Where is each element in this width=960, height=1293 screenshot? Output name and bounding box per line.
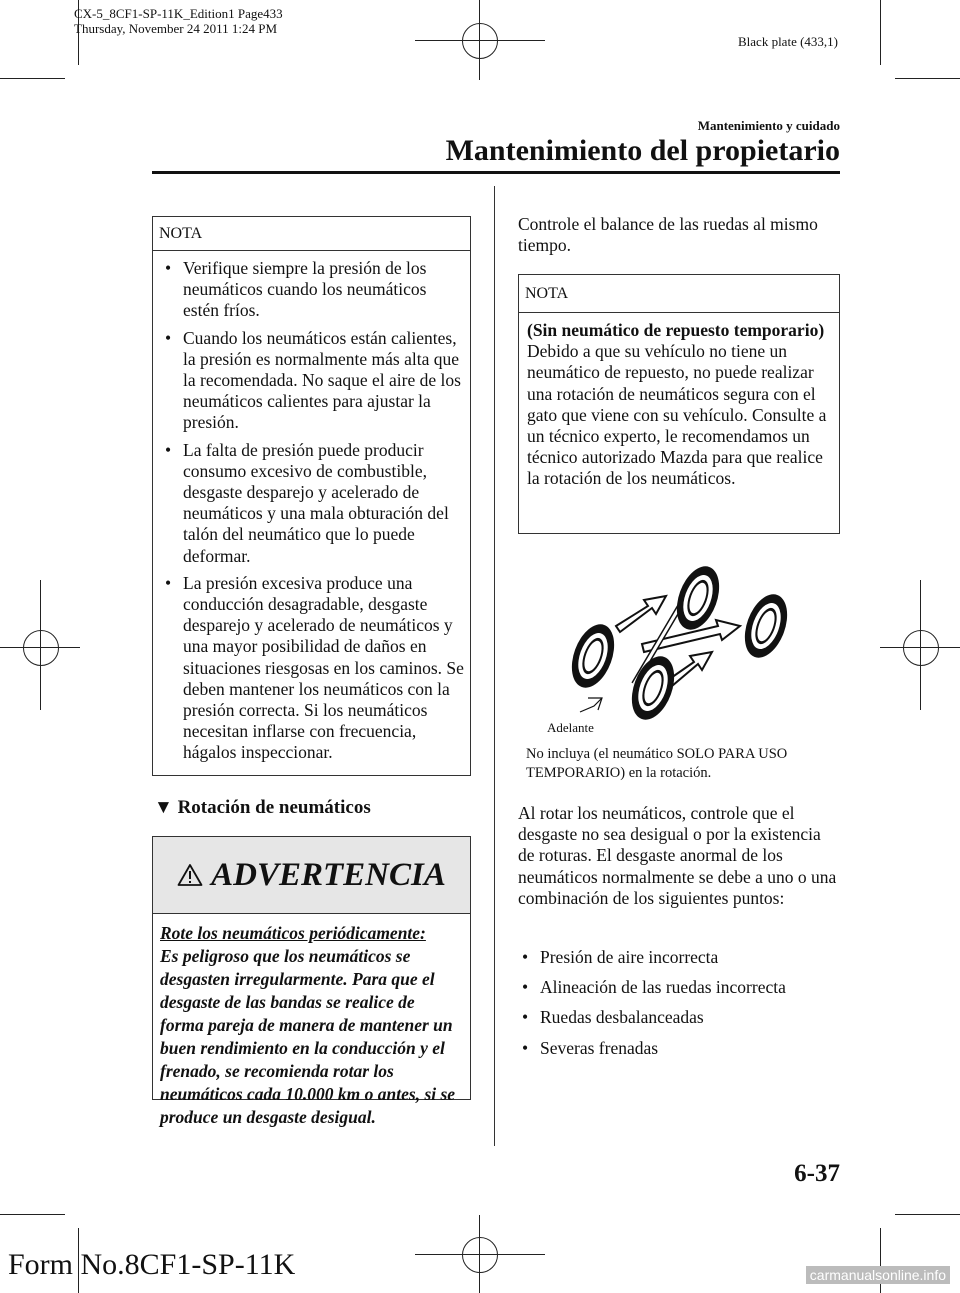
cause-item: • Severas frenadas	[510, 1038, 830, 1059]
wear-paragraph: Al rotar los neumáticos, controle que el desgaste no sea desigual o por la existencia de roturas. El desgaste anormal de los neumáticos normalmente se debe a uno o una combinación de los siguientes puntos:	[518, 803, 837, 908]
nota-heading: NOTA	[519, 275, 839, 313]
warning-header	[153, 837, 470, 914]
black-plate-label: Black plate (433,1)	[738, 34, 838, 49]
nota-spare-text: Debido a que su vehículo no tiene un neumático de repuesto, no puede realizar una rotación de neumáticos segura con el gato que viene con su vehículo. Consulte a un técnico experto, le recomendamos un técnico autorizado Mazda para que realice la rotación de los neumáticos.	[527, 341, 827, 489]
nota-heading: NOTA	[153, 217, 470, 251]
figure-caption: No incluya (el neumático SOLO PARA USO TEMPORARIO) en la rotación.	[526, 746, 788, 781]
tire-rear-right	[624, 650, 682, 725]
nota-bullet-item: • La falta de presión puede producir consumo excesivo de combustible, desgaste desparejo y acelerado de neumáticos y una mala obturación del talón del neumático que lo puede deformar.	[153, 440, 464, 567]
warning-box	[152, 836, 471, 1127]
form-number: Form No.8CF1-SP-11K	[8, 1248, 296, 1281]
balance-intro: Controle el balance de las ruedas al mismo tiempo.	[518, 214, 818, 256]
warning-title: ADVERTENCIA	[211, 856, 446, 893]
warning-text: Es peligroso que los neumáticos se desgasten irregularmente. Para que el desgaste de las bandas se realice de forma pareja de manera de mantener un buen rendimiento en la conducción y el frenado, se recomienda rotar los neumáticos cada 10.000 km o antes, si se produce un desgaste desigual.	[160, 946, 456, 1127]
column-divider	[494, 186, 495, 1146]
nota-box-pressure	[152, 216, 471, 776]
nota-spare-body	[519, 313, 839, 490]
warning-body	[153, 914, 470, 1129]
forward-label: Adelante	[547, 720, 594, 735]
nota-bullet-item: • Cuando los neumáticos están calientes, la presión es normalmente más alta que la recomendada. No saque el aire de los neumáticos calientes para ajustar la presión.	[153, 328, 464, 434]
cause-item: • Alineación de las ruedas incorrecta	[510, 977, 830, 998]
nota-bullet-item: • Verifique siempre la presión de los neumáticos cuando los neumáticos estén fríos.	[153, 258, 464, 322]
nota-box-spare	[518, 274, 840, 534]
nota-bullet-list	[153, 251, 470, 764]
page-number: 6-37	[794, 1160, 840, 1187]
warning-lead: Rote los neumáticos periódicamente:	[160, 923, 426, 943]
plate-info	[74, 6, 283, 36]
cause-item: • Presión de aire incorrecta	[510, 947, 830, 968]
wear-causes-list	[510, 947, 830, 1065]
section-title: Mantenimiento del propietario	[445, 134, 840, 167]
rotation-heading	[154, 797, 371, 819]
rotation-heading-text: Rotación de neumáticos	[177, 797, 371, 818]
nota-bullet-item: • La presión excesiva produce una conducción desagradable, desgaste desparejo y acelerado de neumáticos y una mayor posibilidad de daños en situaciones riesgosas en los caminos. Se deben mantener los neumáticos con la presión correcta. Si los neumáticos necesitan inflarse con frecuencia, hágalos inspeccionar.	[153, 573, 464, 764]
tire-rotation-diagram	[518, 548, 818, 734]
section-small-title: Mantenimiento y cuidado	[697, 118, 840, 133]
warning-triangle-icon	[177, 863, 203, 887]
plate-file-line: CX-5_8CF1-SP-11K_Edition1 Page433	[74, 6, 283, 21]
header-rule	[152, 171, 840, 174]
cause-item: • Ruedas desbalanceadas	[510, 1007, 830, 1028]
nota-spare-subheading: (Sin neumático de repuesto temporario)	[527, 320, 825, 340]
forward-arrow-icon	[580, 698, 602, 712]
tire-rear-left	[564, 618, 622, 693]
tire-front-right	[737, 588, 795, 663]
plate-date-line: Thursday, November 24 2011 1:24 PM	[74, 21, 278, 36]
site-watermark: carmanualsonline.info	[806, 1266, 950, 1284]
heading-marker-icon: ▼	[154, 797, 173, 818]
